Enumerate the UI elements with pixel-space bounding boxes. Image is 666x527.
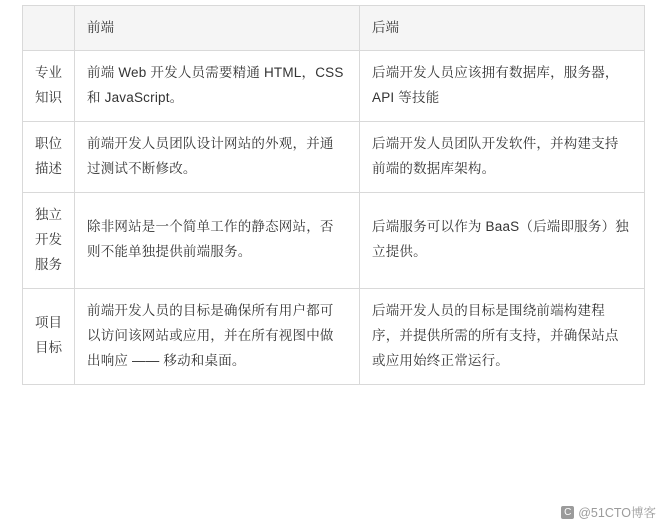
cell-frontend-job-description: 前端开发人员团队设计网站的外观，并通过测试不断修改。 — [75, 121, 360, 192]
table-row — [23, 288, 645, 384]
row-label-skills: 专业知识 — [23, 51, 75, 122]
cell-frontend-project-goal: 前端开发人员的目标是确保所有用户都可以访问该网站或应用，并在所有视图中做出响应 —— 移动和桌面。 — [75, 288, 360, 384]
watermark — [561, 503, 656, 521]
table-header — [23, 6, 645, 51]
watermark-logo-icon: C — [561, 506, 574, 519]
watermark-text: @51CTO博客 — [578, 506, 656, 520]
table-header-row — [23, 6, 645, 51]
comparison-table-container — [22, 5, 644, 385]
cell-backend-skills: 后端开发人员应该拥有数据库，服务器，API 等技能 — [360, 51, 645, 122]
cell-frontend-skills: 前端 Web 开发人员需要精通 HTML，CSS 和 JavaScript。 — [75, 51, 360, 122]
cell-backend-standalone-service: 后端服务可以作为 BaaS（后端即服务）独立提供。 — [360, 192, 645, 288]
row-label-job-description: 职位描述 — [23, 121, 75, 192]
cell-backend-job-description: 后端开发人员团队开发软件，并构建支持前端的数据库架构。 — [360, 121, 645, 192]
column-header-frontend: 前端 — [75, 6, 360, 51]
column-header-backend: 后端 — [360, 6, 645, 51]
table-row — [23, 121, 645, 192]
table-row — [23, 192, 645, 288]
row-label-project-goal: 项目目标 — [23, 288, 75, 384]
table-body — [23, 51, 645, 385]
cell-backend-project-goal: 后端开发人员的目标是围绕前端构建程序，并提供所需的所有支持，并确保站点或应用始终正常运行。 — [360, 288, 645, 384]
table-row — [23, 51, 645, 122]
frontend-backend-comparison-table — [22, 5, 645, 385]
row-label-standalone-service: 独立开发服务 — [23, 192, 75, 288]
column-header-blank — [23, 6, 75, 51]
cell-frontend-standalone-service: 除非网站是一个简单工作的静态网站，否则不能单独提供前端服务。 — [75, 192, 360, 288]
